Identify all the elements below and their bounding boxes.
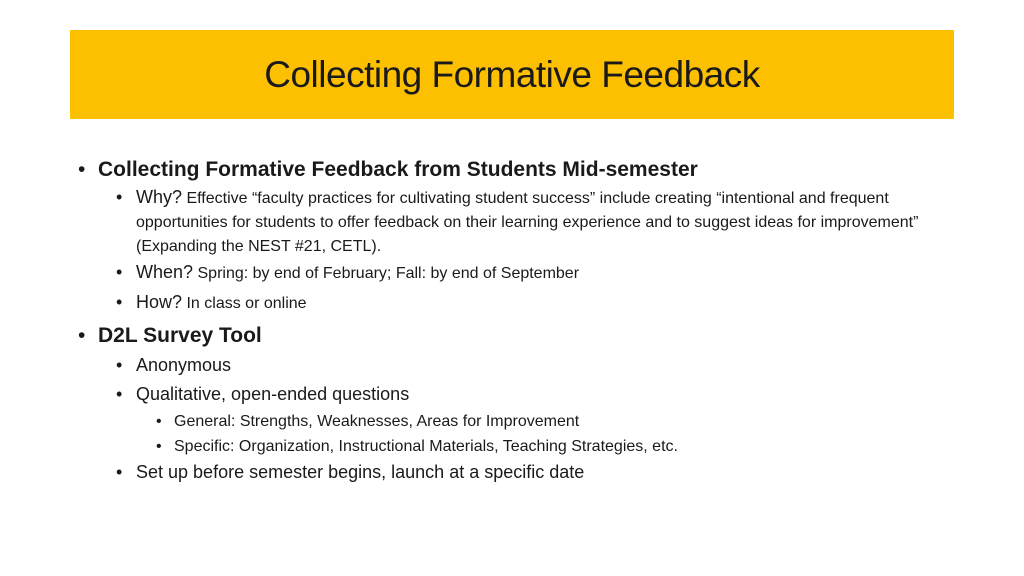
slide-title: Collecting Formative Feedback: [264, 53, 760, 95]
bullet-dot: •: [156, 437, 162, 455]
bullet-section-2: [78, 323, 978, 348]
bullet-qualitative: [78, 384, 978, 406]
title-bar: [70, 30, 954, 119]
when-text: Spring: by end of February; Fall: by end of September: [193, 265, 580, 283]
bullet-why: [78, 186, 978, 258]
bullet-how: [78, 292, 978, 314]
general-text: General: Strengths, Weaknesses, Areas for Improvement: [174, 412, 580, 430]
bullet-dot: •: [116, 462, 123, 483]
slide-body: [78, 157, 978, 484]
section-1-heading: Collecting Formative Feedback from Students Mid-semester: [98, 158, 698, 181]
bullet-when: [78, 262, 978, 284]
anonymous-text: Anonymous: [136, 354, 232, 375]
bullet-specific: [78, 437, 978, 456]
specific-text: Specific: Organization, Instructional Materials, Teaching Strategies, etc.: [174, 437, 678, 455]
bullet-dot: •: [156, 412, 162, 430]
bullet-dot: •: [78, 324, 86, 348]
bullet-general: [78, 412, 978, 431]
bullet-dot: •: [78, 158, 86, 181]
bullet-setup: [78, 462, 978, 484]
qualitative-text: Qualitative, open-ended questions: [136, 384, 410, 405]
bullet-dot: •: [116, 291, 123, 312]
setup-text: Set up before semester begins, launch at a specific date: [136, 462, 585, 483]
section-2-heading: D2L Survey Tool: [98, 324, 262, 348]
bullet-dot: •: [116, 187, 123, 208]
bullet-dot: •: [116, 354, 123, 375]
bullet-anonymous: [78, 355, 978, 377]
bullet-dot: •: [116, 262, 123, 283]
bullet-dot: •: [116, 384, 123, 405]
how-label: How?: [136, 291, 183, 312]
how-text: In class or online: [182, 294, 307, 312]
why-label: Why?: [136, 187, 183, 208]
when-label: When?: [136, 262, 194, 283]
why-text: Effective “faculty practices for cultivating student success” include creating “intentional and frequent opportunities for students to offer feedback on their learning experience and to suggest ideas for improvement” (Expanding the NEST #21, CETL).: [136, 190, 919, 256]
bullet-section-1: [78, 157, 978, 182]
